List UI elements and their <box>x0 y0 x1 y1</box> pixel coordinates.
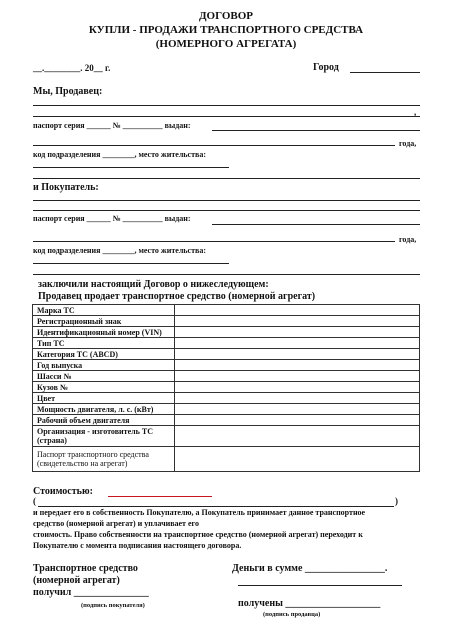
row-value[interactable] <box>175 360 420 371</box>
buyer-heading: и Покупатель: <box>33 182 99 193</box>
table-row <box>33 404 420 415</box>
row-value[interactable] <box>175 404 420 415</box>
seller-address-line-1 <box>33 167 229 168</box>
row-value[interactable] <box>175 305 420 316</box>
doc-subtitle: КУПЛИ - ПРОДАЖИ ТРАНСПОРТНОГО СРЕДСТВА <box>88 24 364 36</box>
agreement-line-1: заключили настоящий Договор о нижеследующем: <box>38 279 269 290</box>
table-row <box>33 371 420 382</box>
row-label <box>33 426 175 447</box>
row-label: Цвет <box>33 393 175 404</box>
table-row <box>33 393 420 404</box>
cost-amount-line[interactable] <box>108 496 212 497</box>
table-row <box>33 338 420 349</box>
cost-label: Стоимостью: <box>33 486 93 497</box>
row-value[interactable] <box>175 393 420 404</box>
sig-left-2: (номерной агрегат) <box>33 575 120 586</box>
sig-left-caption: (подпись покупателя) <box>81 602 145 609</box>
buyer-line-1 <box>33 200 420 201</box>
row-value[interactable] <box>175 447 420 472</box>
seller-issued-line-2 <box>33 145 395 146</box>
doc-subtitle-2: (НОМЕРНОГО АГРЕГАТА) <box>155 38 297 50</box>
cost-text-1: и передает его в собственность Покупателю, а Покупатель принимает данное транспортное <box>33 508 366 517</box>
cost-text-3: стоимость. Право собственности на транспортное средство (номерной агрегат) переходит к <box>33 530 363 539</box>
seller-comma: , <box>414 107 417 117</box>
sig-left-1: Транспортное средство <box>33 563 138 574</box>
seller-heading: Мы, Продавец: <box>33 86 103 97</box>
table-row <box>33 349 420 360</box>
table-row <box>33 382 420 393</box>
seller-year: года, <box>399 139 417 148</box>
row-value[interactable] <box>175 371 420 382</box>
seller-line-2 <box>33 116 420 117</box>
seller-line-1 <box>33 105 420 106</box>
buyer-code: код подразделения ________, место жительства: <box>33 246 206 255</box>
seller-passport: паспорт серия ______ № __________ выдан: <box>33 121 191 130</box>
row-label: Мощность двигателя, л. с. (кВт) <box>33 404 175 415</box>
row-value[interactable] <box>175 316 420 327</box>
buyer-year: года, <box>399 235 417 244</box>
seller-address-line-2 <box>33 178 420 179</box>
sig-right-1: Деньги в сумме ________________. <box>232 563 388 574</box>
table-row <box>33 415 420 426</box>
vehicle-table <box>32 304 420 472</box>
row-label: Идентификационный номер (VIN) <box>33 327 175 338</box>
date-line: __.________. 20__ г. <box>33 63 111 73</box>
cost-paren-open: ( <box>33 496 36 506</box>
table-row <box>33 327 420 338</box>
table-row <box>33 360 420 371</box>
row-label: Тип ТС <box>33 338 175 349</box>
row-label: Шасси № <box>33 371 175 382</box>
cost-paren-close: ) <box>395 496 398 506</box>
row-value[interactable] <box>175 338 420 349</box>
table-row <box>33 447 420 472</box>
cost-text-2: средство (номерной агрегат) и уплачивает его <box>33 519 199 528</box>
row-label-line-1: Организация - изготовитель ТС <box>37 427 153 436</box>
city-label: Город <box>313 62 339 73</box>
cost-text-4: Покупателю с момента подписания настоящего договора. <box>33 541 242 550</box>
row-label: Марка ТС <box>33 305 175 316</box>
row-label <box>33 447 175 472</box>
row-label: Рабочий объем двигателя <box>33 415 175 426</box>
row-value[interactable] <box>175 349 420 360</box>
table-row <box>33 316 420 327</box>
city-line <box>350 72 420 73</box>
buyer-passport: паспорт серия ______ № __________ выдан: <box>33 214 191 223</box>
sig-right-caption: (подпись продавца) <box>263 611 321 618</box>
row-label: Кузов № <box>33 382 175 393</box>
sig-right-3: получены ___________________ <box>238 598 381 609</box>
row-label-line-2: (свидетельство на агрегат) <box>37 459 128 468</box>
sig-left-3: получил _______________ <box>33 587 149 598</box>
row-value[interactable] <box>175 415 420 426</box>
sig-right-line[interactable] <box>238 585 402 586</box>
row-label-line-1: Паспорт транспортного средства <box>37 450 149 459</box>
table-row <box>33 426 420 447</box>
seller-code: код подразделения ________, место жительства: <box>33 150 206 159</box>
buyer-address-line-2 <box>33 274 420 275</box>
row-label: Регистрационный знак <box>33 316 175 327</box>
row-value[interactable] <box>175 426 420 447</box>
seller-issued-line <box>212 130 420 131</box>
row-label: Категория ТС (ABCD) <box>33 349 175 360</box>
row-label-line-2: (страна) <box>37 436 67 445</box>
row-value[interactable] <box>175 382 420 393</box>
buyer-issued-line-2 <box>33 241 395 242</box>
buyer-issued-line <box>212 224 420 225</box>
table-row <box>33 305 420 316</box>
buyer-line-2 <box>33 210 420 211</box>
doc-title: ДОГОВОР <box>198 10 254 22</box>
agreement-line-2: Продавец продает транспортное средство (номерной агрегат) <box>38 291 316 302</box>
row-label: Год выпуска <box>33 360 175 371</box>
row-value[interactable] <box>175 327 420 338</box>
cost-words-line[interactable] <box>38 506 394 507</box>
buyer-address-line-1 <box>33 263 229 264</box>
